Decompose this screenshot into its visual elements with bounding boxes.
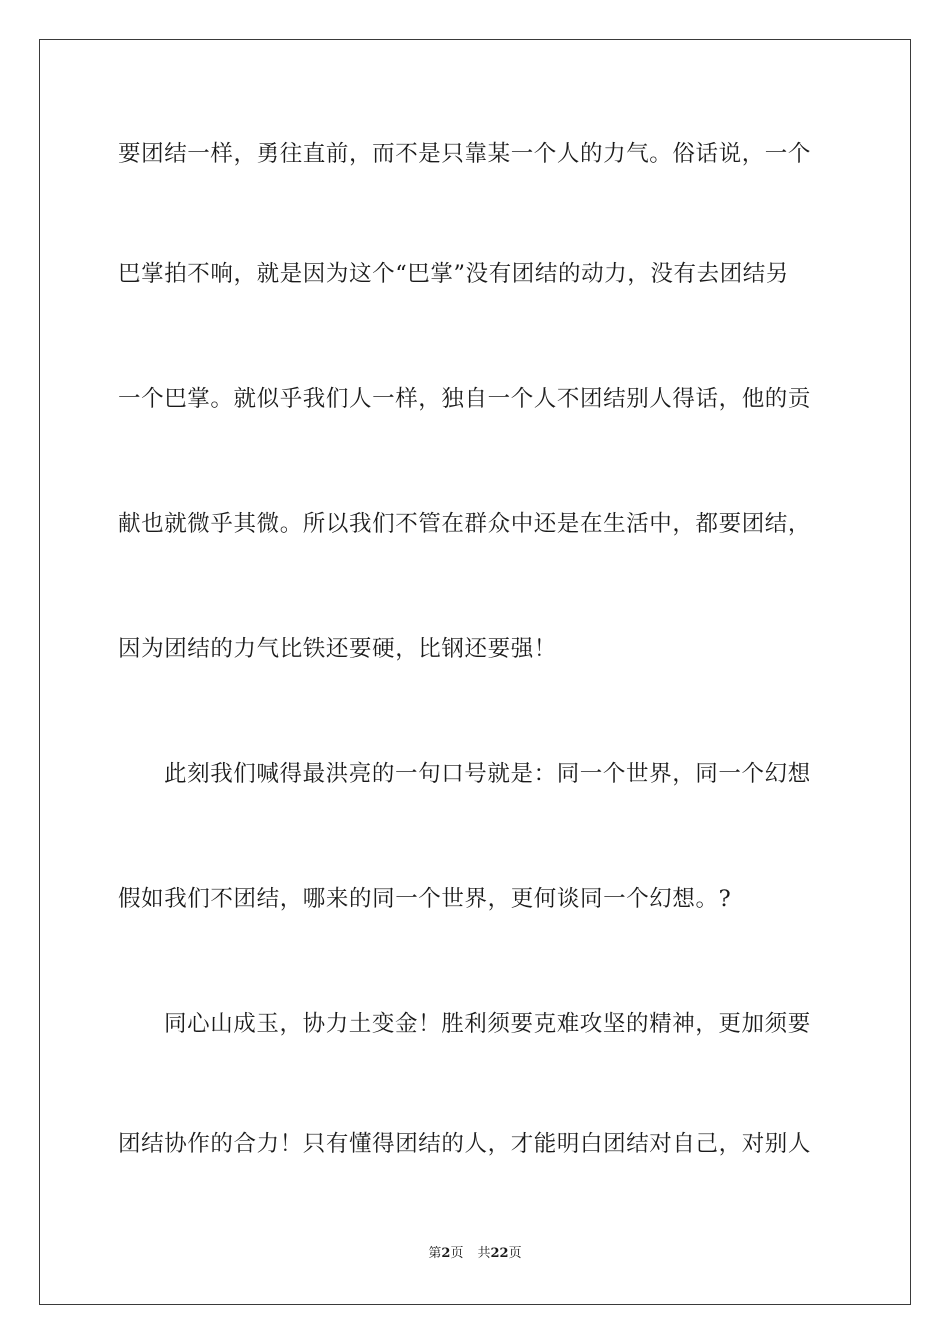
text-line: 因为团结的力气比铁还要硬，比钢还要强！ [118, 636, 557, 662]
total-prefix: 共 [477, 1246, 491, 1261]
text-line: 假如我们不团结，哪来的同一个世界，更何谈同一个幻想。? [118, 886, 732, 912]
total-unit: 页 [508, 1246, 522, 1261]
page-prefix: 第 [428, 1246, 442, 1261]
text-line: 巴掌拍不响，就是因为这个“巴掌”没有团结的动力，没有去团结另 [118, 261, 790, 287]
paragraph-first-line: 同心山成玉，协力土变金！胜利须要克难攻坚的精神，更加须要 [164, 1011, 811, 1037]
text-line: 一个巴掌。就似乎我们人一样，独自一个人不团结别人得话，他的贡 [118, 386, 812, 412]
text-line: 献也就微乎其微。所以我们不管在群众中还是在生活中，都要团结， [118, 511, 812, 537]
total-pages: 22 [490, 1246, 509, 1261]
text-line: 团结协作的合力！只有懂得团结的人，才能明白团结对自己，对别人 [118, 1131, 812, 1157]
page-frame [39, 39, 911, 1305]
text-line: 要团结一样，勇往直前，而不是只靠某一个人的力气。俗话说，一个 [118, 141, 812, 167]
page-footer [0, 1245, 950, 1263]
page-unit: 页 [450, 1246, 464, 1261]
page-number: 2 [441, 1246, 451, 1261]
paragraph-first-line: 此刻我们喊得最洪亮的一句口号就是：同一个世界，同一个幻想 [164, 761, 811, 787]
